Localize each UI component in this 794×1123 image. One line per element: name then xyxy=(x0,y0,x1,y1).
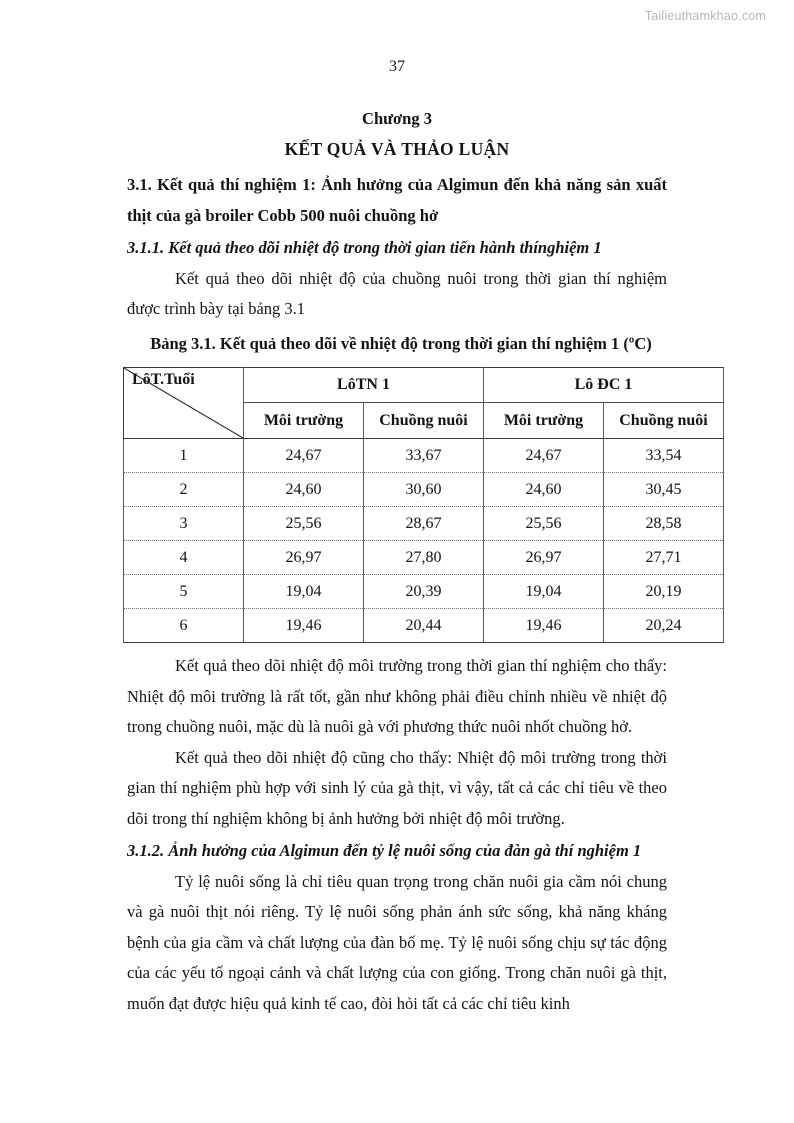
cell-dc-env: 19,46 xyxy=(484,609,604,643)
table-subheader-tn-house: Chuồng nuôi xyxy=(364,403,484,439)
cell-dc-env: 24,60 xyxy=(484,473,604,507)
cell-tn-env: 24,67 xyxy=(244,439,364,473)
cell-dc-house: 20,19 xyxy=(604,575,724,609)
cell-dc-house: 20,24 xyxy=(604,609,724,643)
cell-week: 3 xyxy=(124,507,244,541)
cell-dc-house: 28,58 xyxy=(604,507,724,541)
cell-week: 2 xyxy=(124,473,244,507)
table-header-group-row xyxy=(124,368,724,403)
table-subheader-dc-house: Chuồng nuôi xyxy=(604,403,724,439)
cell-tn-house: 20,44 xyxy=(364,609,484,643)
page-number: 37 xyxy=(389,58,405,75)
table-row xyxy=(124,439,724,473)
cell-dc-house: 27,71 xyxy=(604,541,724,575)
temperature-table xyxy=(123,367,724,643)
cell-week: 1 xyxy=(124,439,244,473)
cell-tn-house: 27,80 xyxy=(364,541,484,575)
table-group-header-dc: Lô ĐC 1 xyxy=(484,368,724,403)
cell-dc-house: 33,54 xyxy=(604,439,724,473)
table-subheader-tn-env: Môi trường xyxy=(244,403,364,439)
table-row xyxy=(124,609,724,643)
table-row xyxy=(124,473,724,507)
cell-tn-env: 25,56 xyxy=(244,507,364,541)
paragraph-after-table-2: Kết quả theo dõi nhiệt độ cũng cho thấy: Nhiệt độ môi trường trong thời gian thí nghiệm phù hợp với sinh lý của gà thịt, vì vậy, tất cả các chỉ tiêu về theo dõi trong thí nghiệm không bị ảnh hưởng bởi nhiệt độ môi trường. xyxy=(127,747,667,828)
cell-tn-house: 28,67 xyxy=(364,507,484,541)
table-subheader-dc-env: Môi trường xyxy=(484,403,604,439)
site-watermark: Tailieuthamkhao.com xyxy=(644,9,766,23)
paragraph-survival-rate: Tỷ lệ nuôi sống là chỉ tiêu quan trọng trong chăn nuôi gia cầm nói chung và gà nuôi thịt nói riêng. Tỷ lệ nuôi sống phản ánh sức sống, khả năng kháng bệnh của gia cầm và chất lượng của đàn bố mẹ. Tỷ lệ nuôi sống chịu sự tác động của các yếu tố ngoại cảnh và chất lượng của con giống. Trong chăn nuôi gà thịt, muốn đạt được hiệu quả kinh tế cao, đòi hỏi tất cả các chỉ tiêu kinh xyxy=(127,871,667,1013)
table-corner-cell xyxy=(124,368,244,439)
cell-tn-env: 26,97 xyxy=(244,541,364,575)
lower-content-block xyxy=(127,651,667,1019)
chapter-label: Chương 3 xyxy=(362,109,432,128)
table-caption: Bảng 3.1. Kết quả theo dõi về nhiệt độ trong thời gian thí nghiệm 1 (ºC) xyxy=(150,333,652,353)
table-body xyxy=(124,439,724,643)
cell-week: 4 xyxy=(124,541,244,575)
heading-3-1: 3.1. Kết quả thí nghiệm 1: Ảnh hưởng của Algimun đến khả năng sản xuất thịt của gà broiler Cobb 500 nuôi chuồng hở xyxy=(127,175,667,225)
heading-3-1-2: 3.1.2. Ảnh hưởng của Algimun đến tỷ lệ nuôi sống của đàn gà thí nghiệm 1 xyxy=(127,841,642,860)
table-row xyxy=(124,541,724,575)
table-row xyxy=(124,575,724,609)
cell-dc-env: 19,04 xyxy=(484,575,604,609)
heading-3-1-1: 3.1.1. Kết quả theo dõi nhiệt độ trong thời gian tiến hành thínghiệm 1 xyxy=(127,238,602,257)
cell-week: 5 xyxy=(124,575,244,609)
cell-week: 6 xyxy=(124,609,244,643)
cell-dc-env: 26,97 xyxy=(484,541,604,575)
chapter-title: KẾT QUẢ VÀ THẢO LUẬN xyxy=(284,139,510,159)
table-group-header-tn: LôTN 1 xyxy=(244,368,484,403)
upper-content-block xyxy=(127,104,667,364)
cell-tn-env: 19,46 xyxy=(244,609,364,643)
cell-tn-house: 30,60 xyxy=(364,473,484,507)
cell-tn-house: 20,39 xyxy=(364,575,484,609)
cell-dc-env: 24,67 xyxy=(484,439,604,473)
table-corner-label: LôT.Tuổi xyxy=(132,371,195,388)
cell-tn-env: 19,04 xyxy=(244,575,364,609)
cell-dc-env: 25,56 xyxy=(484,507,604,541)
cell-tn-env: 24,60 xyxy=(244,473,364,507)
table-row xyxy=(124,507,724,541)
paragraph-after-table-1: Kết quả theo dõi nhiệt độ môi trường trong thời gian thí nghiệm cho thấy: Nhiệt độ môi trường là rất tốt, gần như không phải điều chỉnh nhiều về nhiệt độ trong chuồng nuôi, mặc dù là nuôi gà với phương thức nuôi nhốt chuồng hở. xyxy=(127,656,667,736)
cell-tn-house: 33,67 xyxy=(364,439,484,473)
cell-dc-house: 30,45 xyxy=(604,473,724,507)
paragraph-intro: Kết quả theo dõi nhiệt độ của chuồng nuôi trong thời gian thí nghiệm được trình bày tại bảng 3.1 xyxy=(127,268,667,318)
temperature-table-wrapper xyxy=(123,367,723,643)
